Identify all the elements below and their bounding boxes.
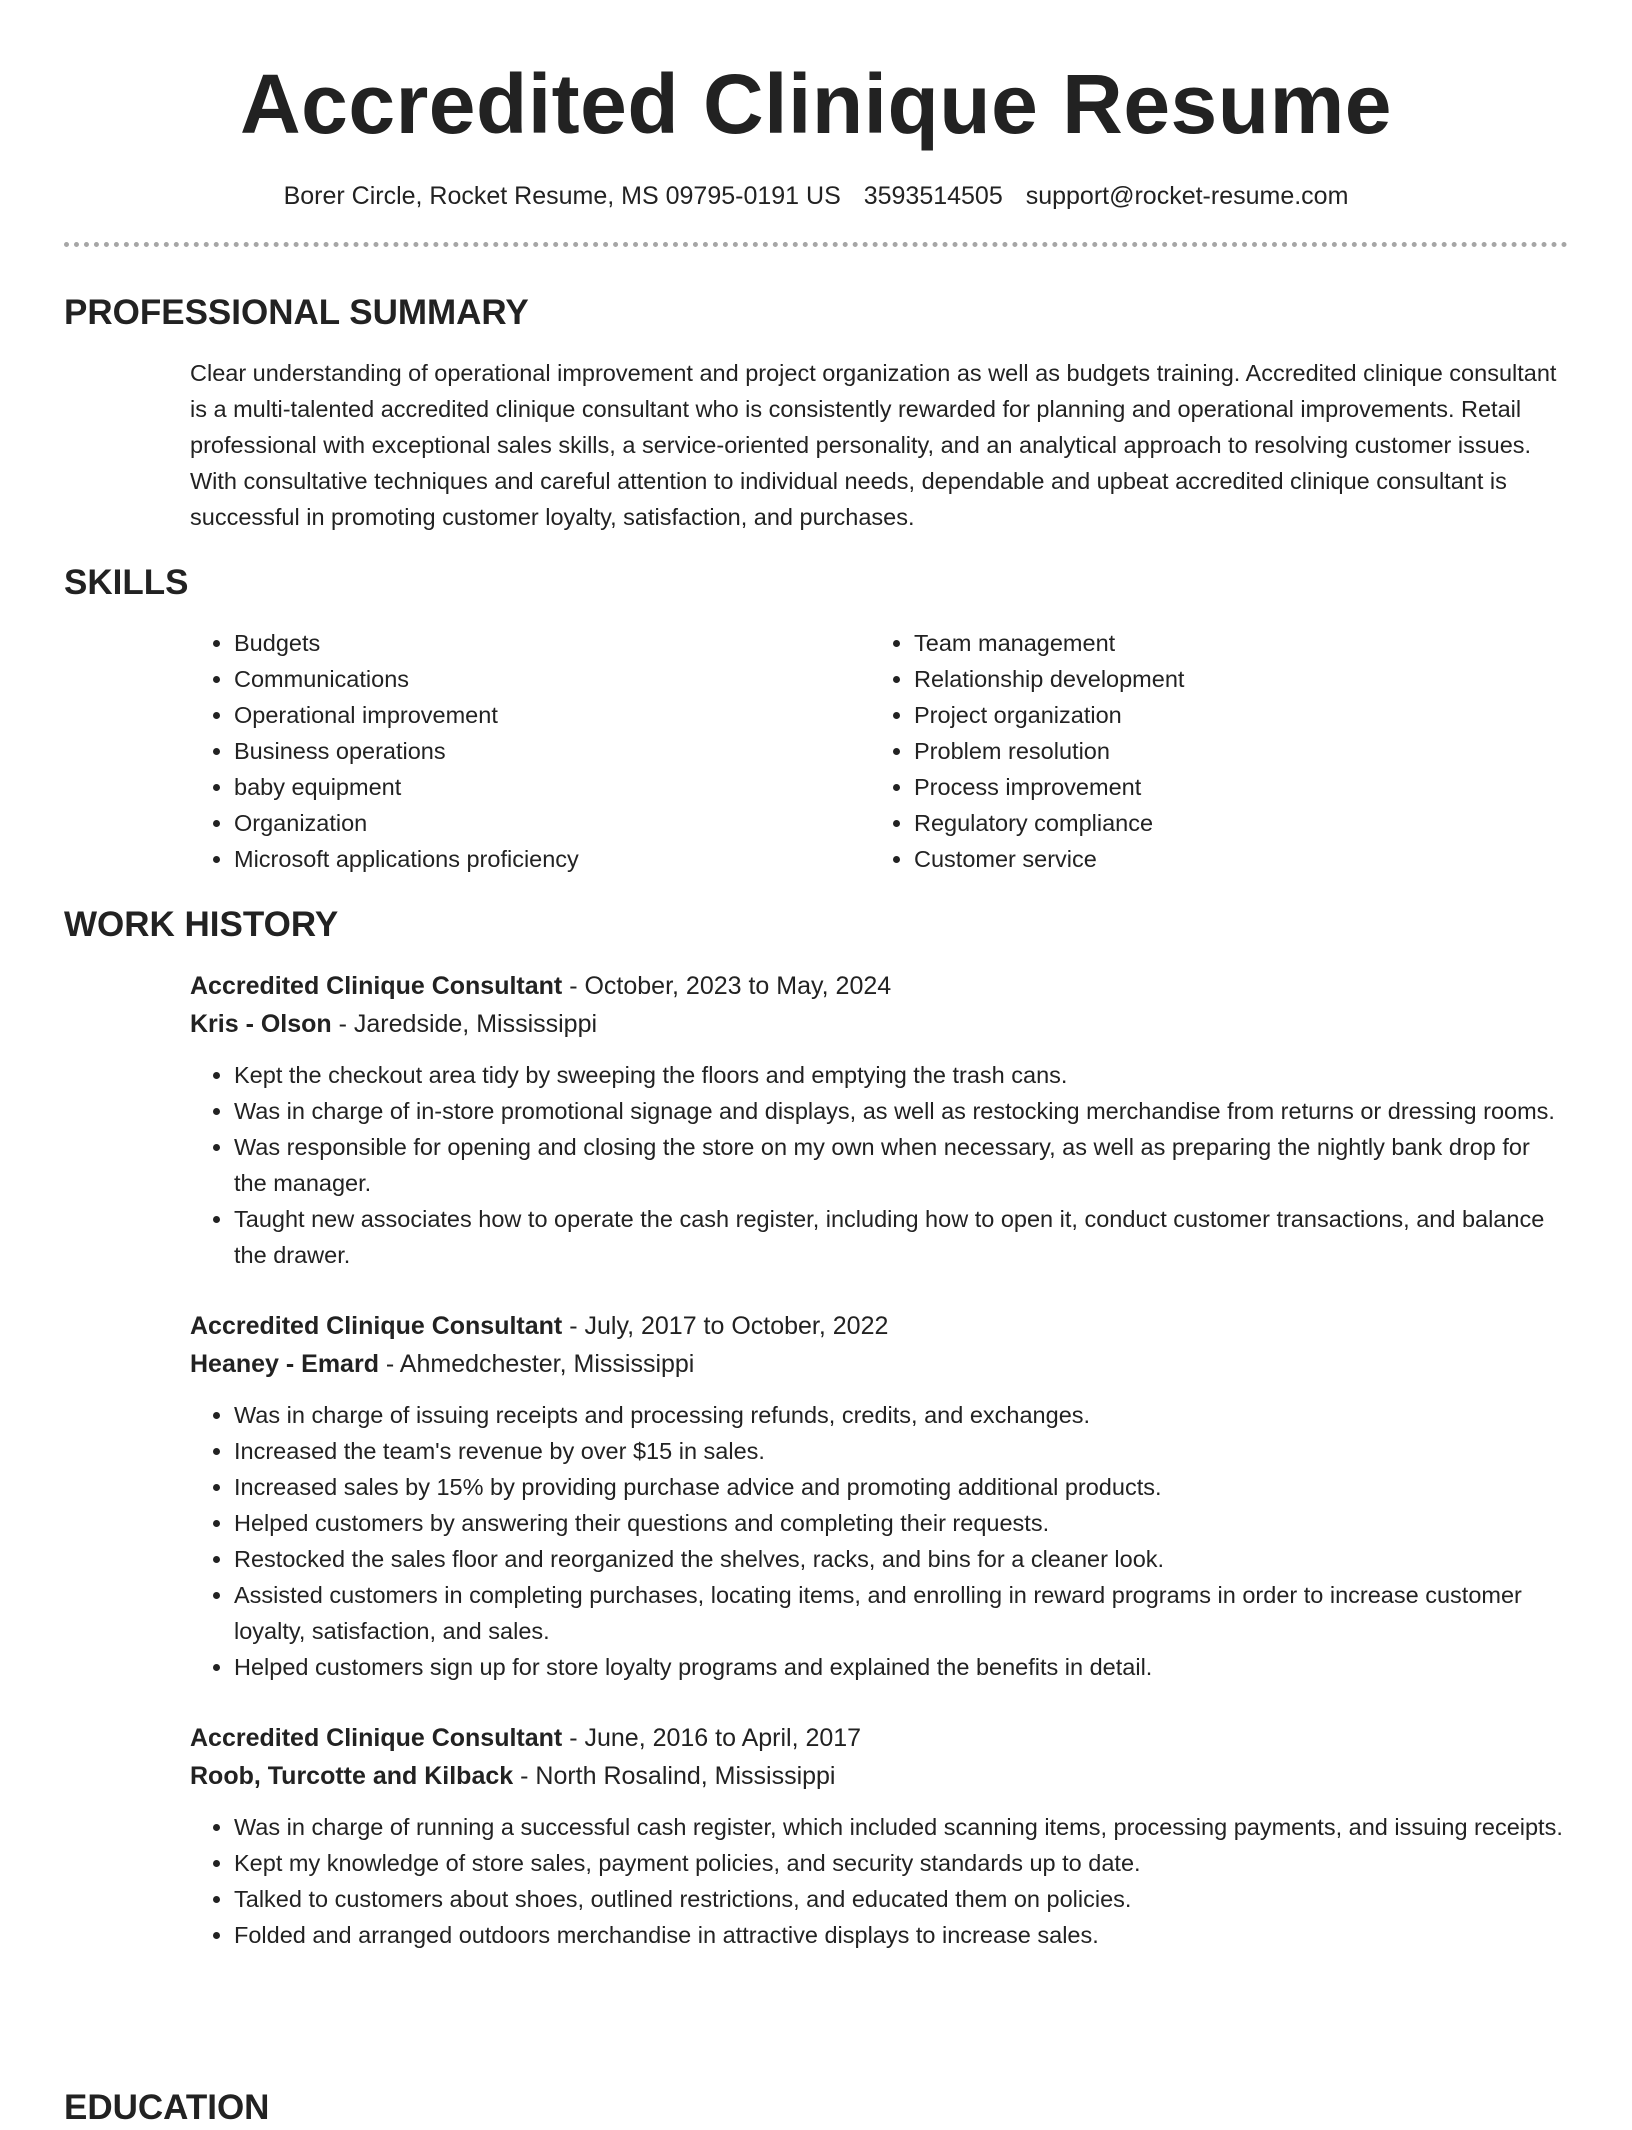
skill-item: • Budgets xyxy=(234,625,870,661)
skills-list xyxy=(190,625,1568,877)
skill-item: • Relationship development xyxy=(914,661,1550,697)
skill-item: • Business operations xyxy=(234,733,870,769)
header-divider xyxy=(64,242,1568,247)
skills-column-right xyxy=(870,625,1550,877)
job-title: Accredited Clinique Consultant xyxy=(190,1312,563,1340)
job-location: - Jaredside, Mississippi xyxy=(331,1010,598,1038)
job-bullet: • Talked to customers about shoes, outlined restrictions, and educated them on policies. xyxy=(234,1881,1568,1917)
contact-phone: 3593514505 xyxy=(863,182,1003,210)
job-bullet: • Was in charge of issuing receipts and processing refunds, credits, and exchanges. xyxy=(234,1397,1568,1433)
job-bullets xyxy=(190,1809,1568,1953)
job-company-line xyxy=(190,1757,1568,1795)
job-bullet: • Helped customers by answering their questions and completing their requests. xyxy=(234,1505,1568,1541)
job-company-line xyxy=(190,1005,1568,1043)
job-bullet: • Folded and arranged outdoors merchandise in attractive displays to increase sales. xyxy=(234,1917,1568,1953)
job-bullets xyxy=(190,1397,1568,1685)
skill-item: • Microsoft applications proficiency xyxy=(234,841,870,877)
job-bullet: • Increased sales by 15% by providing purchase advice and promoting additional products. xyxy=(234,1469,1568,1505)
skill-item: • Customer service xyxy=(914,841,1550,877)
job-bullet: • Kept my knowledge of store sales, payment policies, and security standards up to date. xyxy=(234,1845,1568,1881)
job-company: Kris - Olson xyxy=(190,1010,332,1038)
education-heading: EDUCATION xyxy=(64,2088,270,2127)
job-bullet: • Was in charge of in-store promotional signage and displays, as well as restocking merchandise from returns or dressing rooms. xyxy=(234,1093,1568,1129)
job-bullets xyxy=(190,1057,1568,1273)
contact-info xyxy=(64,180,1568,212)
job-dates: - July, 2017 to October, 2022 xyxy=(562,1312,889,1340)
job-dates: - October, 2023 to May, 2024 xyxy=(562,972,892,1000)
job-company-line xyxy=(190,1345,1568,1383)
job-bullet: • Taught new associates how to operate the cash register, including how to open it, conduct customer transactions, and balance the drawer. xyxy=(234,1201,1568,1273)
job-title: Accredited Clinique Consultant xyxy=(190,972,563,1000)
job-company: Heaney - Emard xyxy=(190,1350,379,1378)
job-title-line xyxy=(190,1719,1568,1757)
job-bullet: • Was responsible for opening and closing the store on my own when necessary, as well as preparing the nightly bank drop for the manager. xyxy=(234,1129,1568,1201)
job-entry xyxy=(190,1307,1568,1685)
job-title-line xyxy=(190,967,1568,1005)
contact-email: support@rocket-resume.com xyxy=(1025,182,1349,210)
work-history-list xyxy=(190,967,1568,1953)
job-dates: - June, 2016 to April, 2017 xyxy=(562,1724,862,1752)
job-bullet: • Kept the checkout area tidy by sweeping the floors and emptying the trash cans. xyxy=(234,1057,1568,1093)
job-bullet: • Assisted customers in completing purchases, locating items, and enrolling in reward programs in order to increase customer loyalty, satisfaction, and sales. xyxy=(234,1577,1568,1649)
job-company: Roob, Turcotte and Kilback xyxy=(190,1762,514,1790)
work-history-heading: WORK HISTORY xyxy=(64,905,339,944)
skill-item: • Regulatory compliance xyxy=(914,805,1550,841)
job-bullet: • Helped customers sign up for store loyalty programs and explained the benefits in detail. xyxy=(234,1649,1568,1685)
resume-title: Accredited Clinique Resume xyxy=(240,57,1392,151)
job-title: Accredited Clinique Consultant xyxy=(190,1724,563,1752)
skill-item: • Operational improvement xyxy=(234,697,870,733)
summary-text: Clear understanding of operational improvement and project organization as well as budgets training. Accredited clinique consultant is a multi-talented accredited clinique consultant who is consistently rewarded for planning and operational improvements. Retail professional with exceptional sales skills, a service-oriented personality, and an analytical approach to resolving customer issues. With consultative techniques and careful attention to individual needs, dependable and upbeat accredited clinique consultant is successful in promoting customer loyalty, satisfaction, and purchases. xyxy=(190,360,1557,530)
skill-item: • Problem resolution xyxy=(914,733,1550,769)
skill-item: • baby equipment xyxy=(234,769,870,805)
skill-item: • Team management xyxy=(914,625,1550,661)
job-location: - Ahmedchester, Mississippi xyxy=(378,1350,695,1378)
contact-address: Borer Circle, Rocket Resume, MS 09795-0191 US xyxy=(283,182,841,210)
job-entry xyxy=(190,1719,1568,1953)
skill-item: • Process improvement xyxy=(914,769,1550,805)
job-location: - North Rosalind, Mississippi xyxy=(513,1762,836,1790)
summary-heading: PROFESSIONAL SUMMARY xyxy=(64,293,529,332)
job-bullet: • Restocked the sales floor and reorganized the shelves, racks, and bins for a cleaner look. xyxy=(234,1541,1568,1577)
skill-item: • Organization xyxy=(234,805,870,841)
job-entry xyxy=(190,967,1568,1273)
job-bullet: • Was in charge of running a successful cash register, which included scanning items, processing payments, and issuing receipts. xyxy=(234,1809,1568,1845)
skills-column-left xyxy=(190,625,870,877)
job-bullet: • Increased the team's revenue by over $15 in sales. xyxy=(234,1433,1568,1469)
skill-item: • Project organization xyxy=(914,697,1550,733)
skill-item: • Communications xyxy=(234,661,870,697)
skills-heading: SKILLS xyxy=(64,563,189,602)
job-title-line xyxy=(190,1307,1568,1345)
